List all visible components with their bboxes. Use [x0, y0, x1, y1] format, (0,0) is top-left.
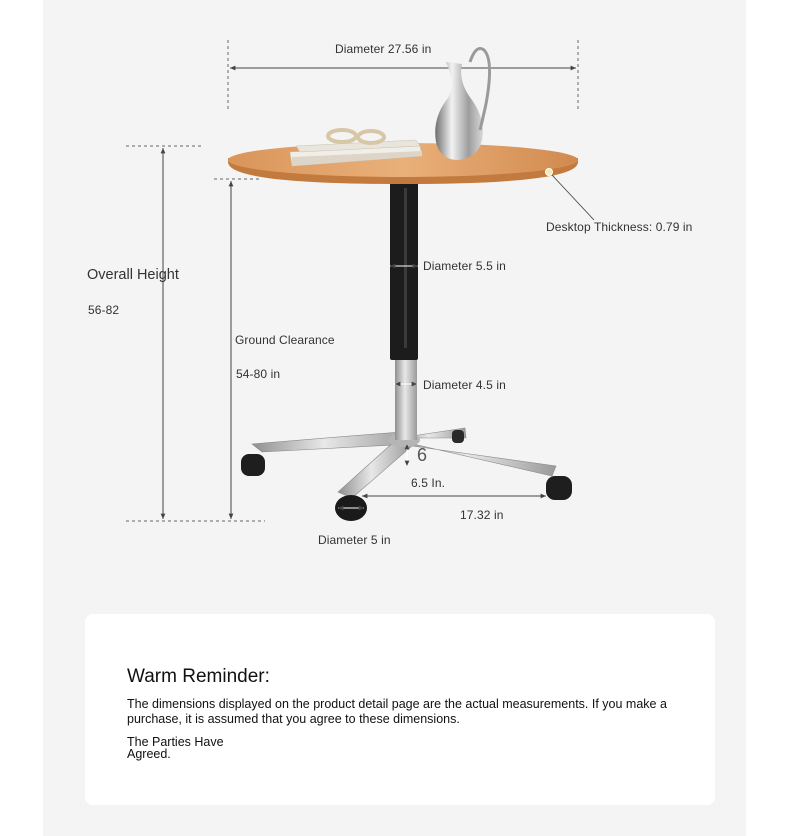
- warm-reminder-card: [85, 614, 715, 805]
- desktop-thickness-label: Desktop Thickness: 0.79 in: [546, 220, 693, 234]
- caster-diameter-label: Diameter 5 in: [318, 533, 391, 547]
- ground-clearance-value: 54-80 in: [236, 367, 281, 381]
- base-height-label: 6.5 In.: [411, 476, 446, 490]
- top-diameter-label: Diameter 27.56 in: [335, 42, 432, 56]
- reminder-title: Warm Reminder:: [127, 666, 270, 687]
- table-column: [390, 178, 418, 440]
- base-span-label: 17.32 in: [460, 508, 504, 522]
- ground-clearance-title: Ground Clearance: [235, 333, 335, 347]
- decor-pitcher: [435, 49, 489, 161]
- column-upper-diameter-label: Diameter 5.5 in: [423, 259, 506, 273]
- overall-height-value: 56-82: [88, 303, 120, 317]
- overall-height-title: Overall Height: [87, 267, 179, 283]
- column-lower-diameter-label: Diameter 4.5 in: [423, 378, 506, 392]
- base-height-mark: 6: [417, 445, 428, 465]
- reminder-body: The dimensions displayed on the product detail page are the actual measurements. If you make a purchase, it is assumed that you agree to these dimensions.: [127, 697, 667, 726]
- reminder-footer: The Parties Have Agreed.: [127, 735, 224, 761]
